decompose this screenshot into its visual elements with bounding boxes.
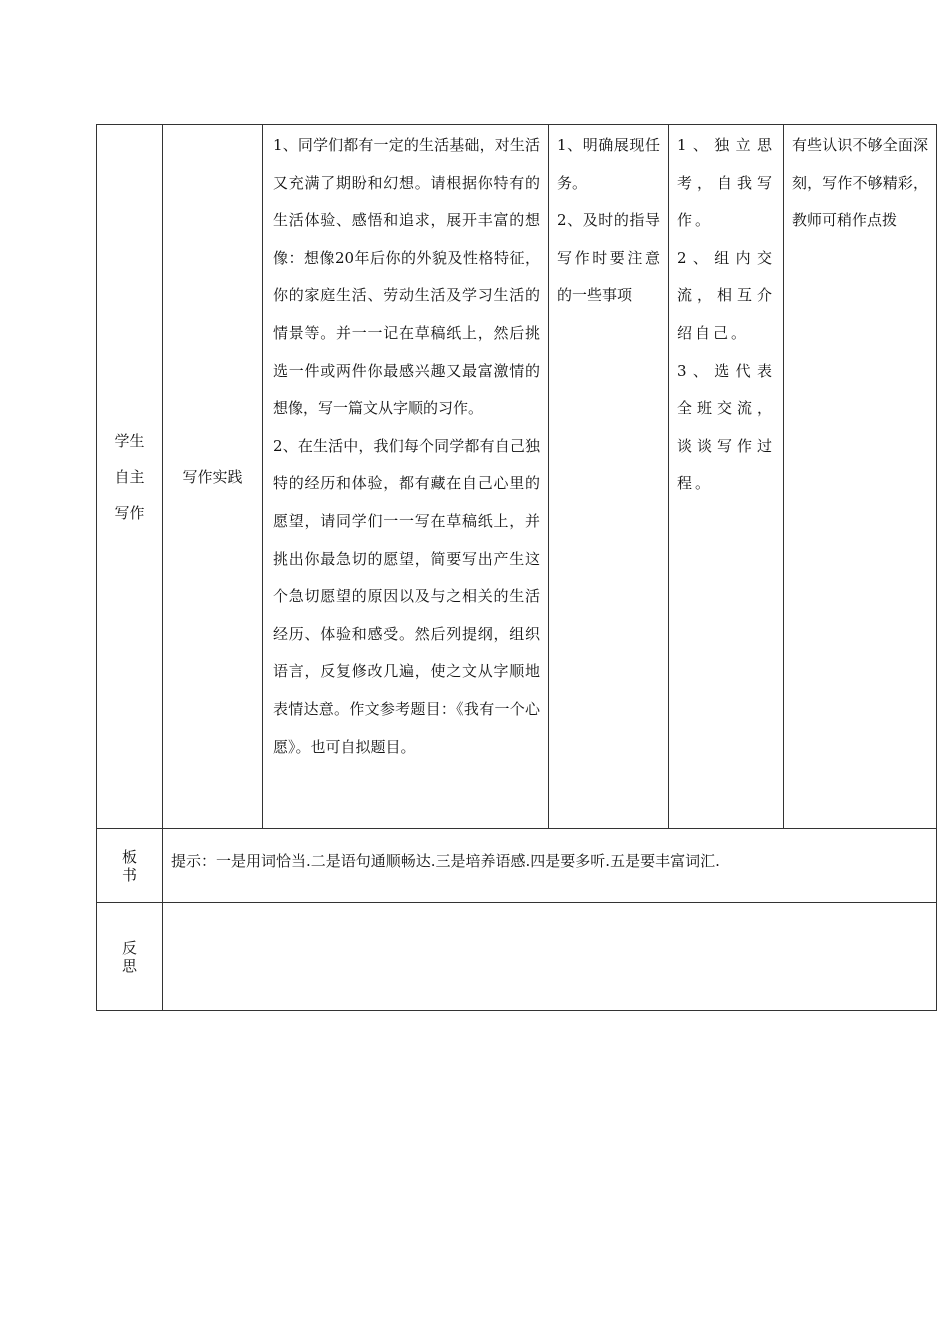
board-label-line: 书 [121, 865, 137, 884]
topic-cell: 写作实践 [163, 125, 263, 829]
student-item: 3、选代表全班交流，谈谈写作过程。 [677, 361, 775, 493]
content-cell [263, 125, 549, 829]
student-activity-cell [669, 125, 784, 829]
content-paragraph: 2、在生活中，我们每个同学都有自己独特的经历和体验，都有藏在自己心里的愿望，请同学们一一写在草稿纸上，并挑出你最急切的愿望，简要写出产生这个急切愿望的原因以及与之相关的生活经历、体验和感受。然后列提纲，组织语言，反复修改几遍，使之文从字顺地表情达意。作文参考题目：《我有一个心愿》。也可自拟题目。 [273, 436, 540, 756]
board-text: 提示：一是用词恰当.二是语句通顺畅达.三是培养语感.四是要多听.五是要丰富词汇. [163, 829, 937, 903]
content-paragraph: 1、同学们都有一定的生活基础，对生活又充满了期盼和幻想。请根据你特有的生活体验、感悟和追求，展开丰富的想像：想像20年后你的外貌及性格特征，你的家庭生活、劳动生活及学习生活的情景等。并一一记在草稿纸上，然后挑选一件或两件你最感兴趣又最富激情的想像，写一篇文从字顺的习作。 [273, 136, 540, 418]
stage-label [97, 125, 163, 829]
reflection-text [163, 903, 937, 1011]
stage-label-line: 写作 [114, 503, 145, 522]
stage-label-line: 学生 [114, 431, 145, 450]
student-item: 2、组内交流，相互介绍自己。 [677, 248, 775, 342]
lesson-plan-table [96, 124, 937, 1011]
board-label-line: 板 [121, 847, 137, 866]
stage-label-line: 自主 [114, 467, 145, 486]
board-label [97, 829, 163, 903]
teacher-activity-cell [549, 125, 669, 829]
reflection-label-line: 思 [121, 956, 137, 975]
student-item: 1、独立思考，自我写作。 [677, 136, 775, 230]
reflection-row [97, 903, 937, 1011]
note-cell: 有些认识不够全面深刻，写作不够精彩，教师可稍作点拨 [784, 125, 937, 829]
teacher-item: 1、明确展现任务。 [557, 136, 660, 192]
teacher-item: 2、及时的指导写作时要注意的一些事项 [557, 211, 660, 305]
reflection-label [97, 903, 163, 1011]
writing-practice-row [97, 125, 937, 829]
board-row [97, 829, 937, 903]
reflection-label-line: 反 [121, 938, 137, 957]
